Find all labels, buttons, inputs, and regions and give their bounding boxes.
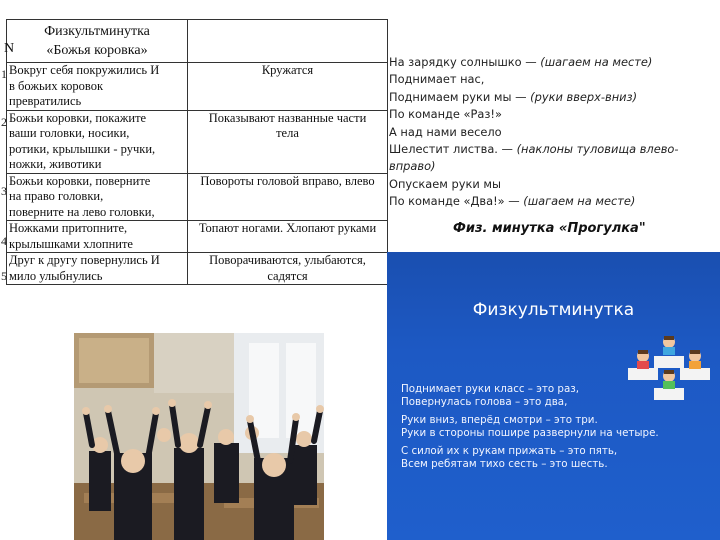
- verse-cell: [7, 173, 188, 221]
- poem-line: [389, 141, 689, 176]
- verse-text: Друг к другу повернулись И мило улыбнулись: [9, 253, 160, 283]
- walk-exercise-title: Физ. минутка «Прогулка": [453, 221, 646, 236]
- table-row: [7, 173, 388, 221]
- table-row: [7, 221, 388, 253]
- table-title-line-1: Физкультминутка: [44, 24, 150, 39]
- classroom-photo-image: [74, 333, 324, 540]
- verse-cell: [7, 253, 188, 285]
- verse-text: Ножками притопните, крылышками хлопните: [9, 221, 133, 251]
- verse-cell: [7, 63, 188, 111]
- header-empty-cell: [188, 20, 388, 63]
- poem-hint: (шагаем на месте): [523, 194, 636, 209]
- verse-text: Вокруг себя покружились И в божьих коровок превратились: [9, 63, 160, 108]
- action-text: Топают ногами. Хлопают руками: [198, 221, 377, 235]
- table-title: [9, 20, 185, 60]
- poem-line: [389, 54, 719, 71]
- row-number: 2: [1, 115, 7, 129]
- slide-text: [401, 383, 659, 471]
- poem-text: Шелестит листва. —: [389, 142, 517, 157]
- row-number: 3: [1, 184, 7, 198]
- slide-line: Повернулась голова – это два,: [401, 395, 568, 408]
- action-cell: [188, 110, 388, 173]
- poem-hint: (шагаем на месте): [540, 55, 653, 69]
- slide-line: Руки вниз, вперёд смотри – это три.: [401, 414, 598, 427]
- poem-text: По команде «Два!» —: [389, 194, 524, 209]
- poem-line: Опускаем руки мы: [389, 176, 501, 191]
- row-number: 1: [1, 67, 7, 81]
- exercise-table: [6, 19, 388, 285]
- poem-line: А над нами весело: [389, 124, 502, 139]
- row-number: 4: [1, 234, 7, 248]
- action-cell: [188, 253, 388, 285]
- exercise-slide: [387, 252, 720, 540]
- action-cell: [188, 63, 388, 111]
- slide-title: Физкультминутка: [472, 300, 635, 320]
- children-at-desks-illustration: [624, 328, 714, 408]
- verse-cell: [7, 110, 188, 173]
- poem-line: [389, 193, 719, 210]
- verse-cell: [7, 221, 188, 253]
- row-number: 5: [1, 269, 7, 283]
- poem-text: Поднимаем руки мы —: [389, 89, 531, 104]
- header-cell: [7, 20, 188, 63]
- slide-line: С силой их к рукам прижать – это пять,: [401, 445, 618, 458]
- poem-block: [389, 54, 719, 211]
- action-cell: [188, 173, 388, 221]
- action-text: Кружатся: [261, 63, 314, 77]
- slide-line: Всем ребятам тихо сесть – это шесть.: [401, 457, 608, 470]
- poem-line: Поднимает нас,: [389, 72, 485, 87]
- table-row: [7, 63, 388, 111]
- slide-line: Руки в стороны пошире развернули на четыре.: [401, 426, 659, 439]
- poem-hint: (руки вверх-вниз): [530, 89, 638, 104]
- poem-hint: (наклоны туловища влево-вправо): [389, 142, 679, 174]
- poem-line: [389, 89, 719, 106]
- slide-line: Поднимает руки класс – это раз,: [401, 383, 580, 395]
- action-text: Поворачиваются, улыбаются, садятся: [209, 253, 366, 283]
- verse-text: Божьи коровки, покажите ваши головки, носики, ротики, крылышки - ручки, ножки, животики: [9, 110, 156, 171]
- poem-text: На зарядку солнышко —: [389, 55, 541, 69]
- table-title-line-2: «Божья коровка»: [46, 43, 148, 58]
- action-text: Повороты головой вправо, влево: [200, 173, 375, 188]
- action-text: Показывают названные части тела: [208, 110, 367, 140]
- classroom-photo: [74, 333, 324, 540]
- action-cell: [188, 221, 388, 253]
- table-row: [7, 110, 388, 173]
- header-num: N: [4, 41, 15, 56]
- poem-line: По команде «Раз!»: [389, 107, 502, 122]
- verse-text: Божьи коровки, поверните на право головки, поверните на лево головки,: [9, 173, 155, 219]
- table-row: [7, 253, 388, 285]
